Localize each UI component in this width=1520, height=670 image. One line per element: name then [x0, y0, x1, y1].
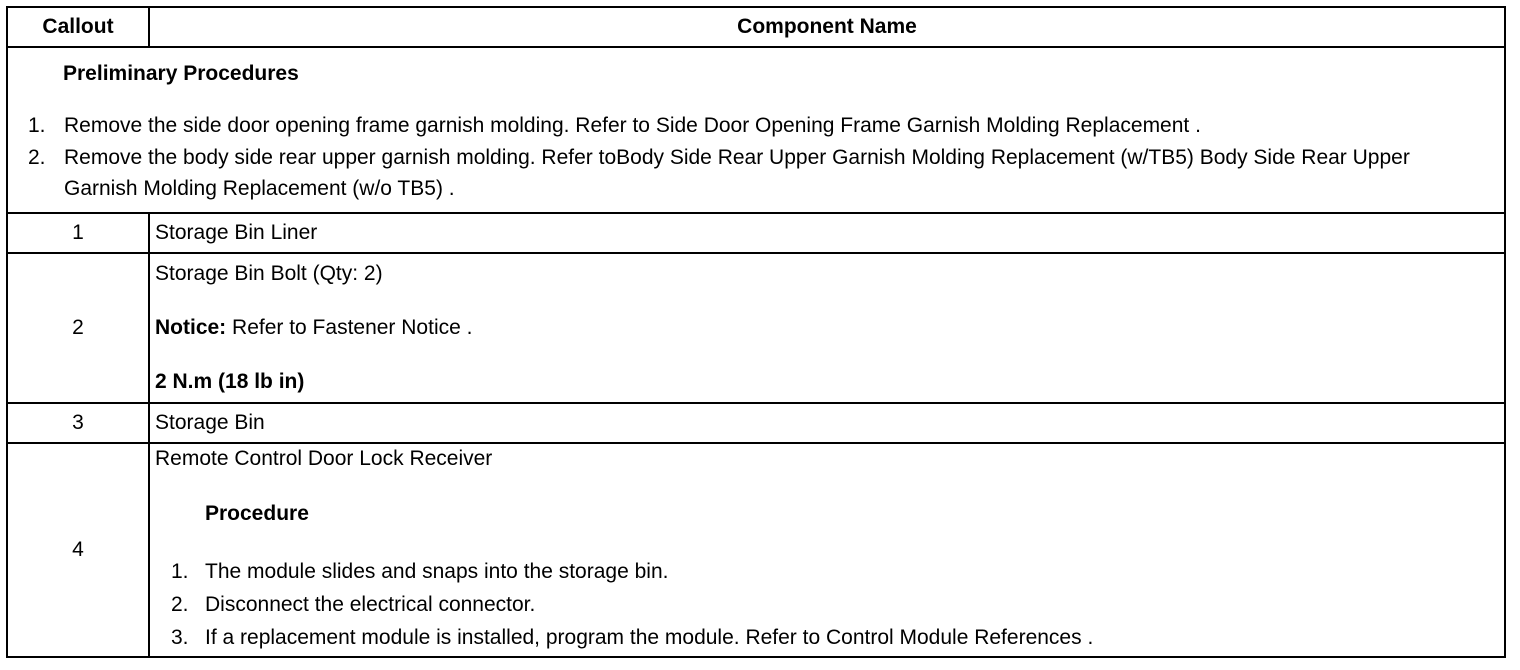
step-text: If a replacement module is installed, program the module. Refer to Control Module References . [205, 626, 1094, 649]
list-item [155, 588, 1499, 621]
list-item [155, 621, 1499, 654]
component-name: Remote Control Door Lock Receiver [155, 447, 493, 470]
callout-cell: 4 [7, 443, 149, 657]
component-name-cell [149, 443, 1505, 657]
callout-cell: 3 [7, 403, 149, 443]
procedure-steps-list [155, 555, 1499, 654]
step-number: 3. [171, 626, 189, 649]
callout-header: Callout [7, 7, 149, 47]
preliminary-procedures-row [7, 47, 1505, 213]
torque-spec: 2 N.m (18 lb in) [155, 370, 305, 393]
preliminary-steps-list [28, 110, 1478, 204]
procedure-title: Procedure [205, 502, 309, 525]
step-text: Remove the side door opening frame garnish molding. Refer to Side Door Opening Frame Garnish Molding Replacement . [64, 114, 1201, 137]
table-row [7, 213, 1505, 253]
preliminary-procedures-cell [7, 47, 1505, 213]
table-row [7, 253, 1505, 403]
component-name-cell: Storage Bin Liner [149, 213, 1505, 253]
callout-cell: 1 [7, 213, 149, 253]
step-text: Disconnect the electrical connector. [205, 593, 536, 616]
table-row [7, 443, 1505, 657]
notice-label: Notice: [155, 316, 227, 339]
list-item [155, 555, 1499, 588]
preliminary-procedures-title: Preliminary Procedures [63, 62, 299, 85]
notice-text: Refer to Fastener Notice . [226, 316, 473, 339]
step-text: Remove the body side rear upper garnish molding. Refer toBody Side Rear Upper Garnish Molding Replacement (w/TB5) Body Side Rear Upper Garnish Molding Replacement (w/o TB5) . [64, 146, 1410, 200]
list-item [28, 142, 1478, 204]
component-name: Storage Bin Bolt (Qty: 2) [155, 262, 383, 285]
list-item [28, 110, 1478, 142]
table-header-row [7, 7, 1505, 47]
step-number: 1. [171, 560, 189, 583]
step-number: 2. [28, 146, 46, 169]
notice-paragraph [155, 315, 1499, 341]
table-row [7, 403, 1505, 443]
component-name-header: Component Name [149, 7, 1505, 47]
step-number: 1. [28, 114, 46, 137]
component-table [6, 6, 1506, 658]
step-number: 2. [171, 593, 189, 616]
callout-cell: 2 [7, 253, 149, 403]
component-name-cell [149, 253, 1505, 403]
component-name-cell: Storage Bin [149, 403, 1505, 443]
step-text: The module slides and snaps into the storage bin. [205, 560, 669, 583]
